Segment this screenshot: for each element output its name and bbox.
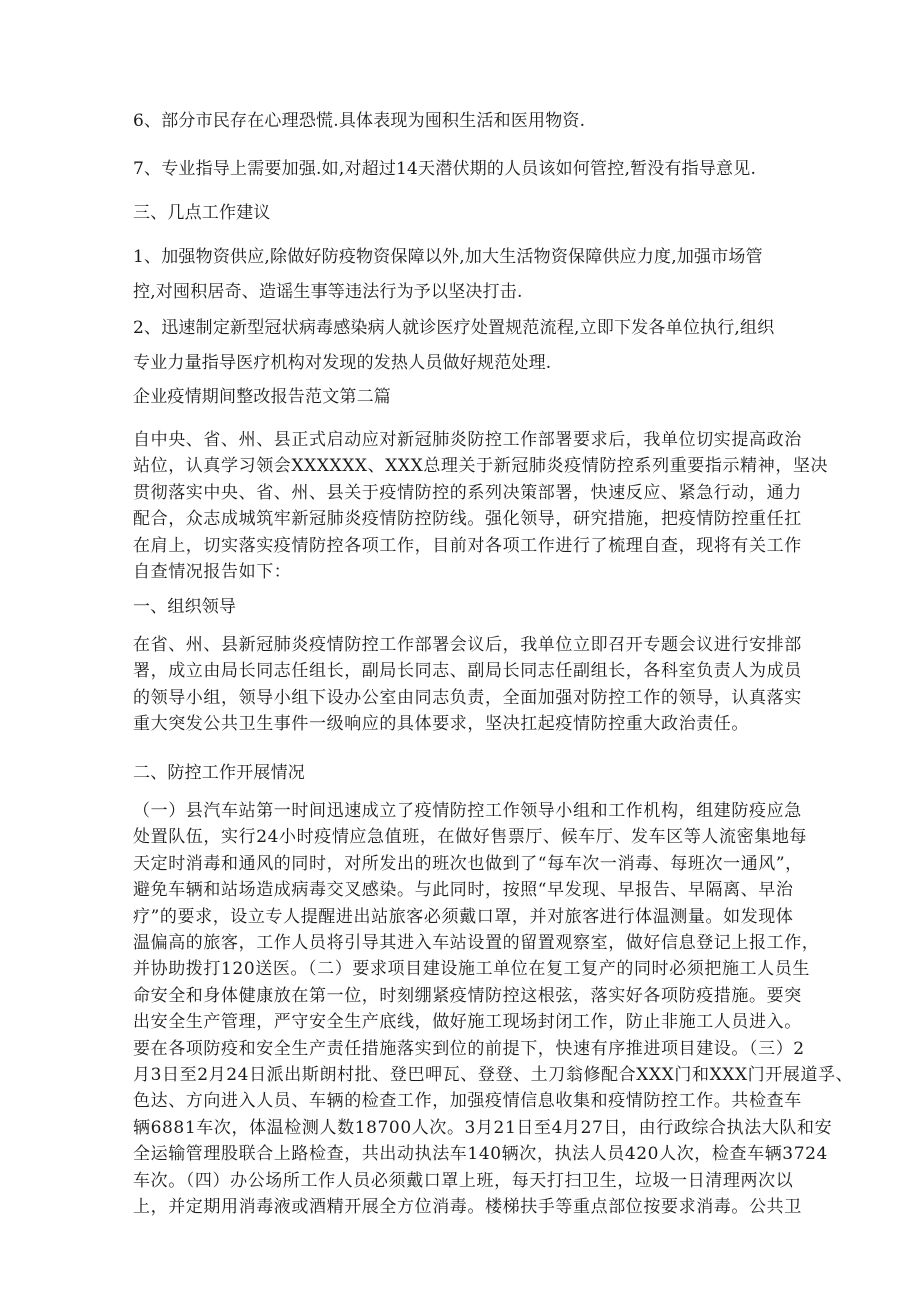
intro-paragraph: 自中央、省、州、县正式启动应对新冠肺炎防控工作部署要求后，我单位切实提高政治 站位，认真学习领会XXXXXX、XXX总理关于新冠肺炎疫情防控系列重要指示精神，坚决 贯彻落实中央、省、州、县关于疫情防控的系列决策部署，快速反应、紧急行动，通力 配合，众志成城筑牢新冠肺炎疫情防控防线。强化领导，研究措施，把疫情防控重任扛 在肩上，切实落实疫情防控各项工作，目前对各项工作进行了梳理自查，现将有关工作 自查情况报告如下：: [133, 430, 829, 583]
section-title: 企业疫情期间整改报告范文第二篇: [133, 387, 391, 407]
suggestion-2: 2、迅速制定新型冠状病毒感染病人就诊医疗处置规范流程,立即下发各单位执行,组织 专业力量指导医疗机构对发现的发热人员做好规范处理.: [133, 318, 775, 373]
organization-paragraph: 在省、州、县新冠肺炎疫情防控工作部署会议后，我单位立即召开专题会议进行安排部 署，成立由局长同志任组长，副局长同志、副局长同志任副组长，各科室负责人为成员 的领导小组，领导小组下设办公室由同志负责，全面加强对防控工作的领导，认真落实 重大突发公共卫生事件一级响应的具体要求，坚决扛起疫情防控重大政治责任。: [133, 635, 802, 735]
heading-prevention: 二、防控工作开展情况: [133, 763, 305, 783]
prevention-paragraph: （一）县汽车站第一时间迅速成立了疫情防控工作领导小组和工作机构，组建防疫应急 处置队伍，实行24小时疫情应急值班，在做好售票厅、候车厅、发车区等人流密集地每 天定时消毒和通风的同时，对所发出的班次也做到了“每车次一消毒、每班次一通风”， 避免车辆和站场造成病毒交叉感染。与此同时，按照“早发现、早报告、早隔离、早治 疗”的要求，设立专人提醒进出站旅客必须戴口罩，并对旅客进行体温测量。如发现体 温偏高的旅客，工作人员将引导其进入车站设置的留置观察室，做好信息登记上报工作， 并协助拨打120送医。（二）要求项目建设施工单位在复工复产的同时必须把施工人员生 命安全和身体健康放在第一位，时刻绷紧疫情防控这根弦，落实好各项防疫措施。要突 出安全生产管理，严守安全生产底线，做好施工现场封闭工作，防止非施工人员进入。 要在各项防疫和安全生产责任措施落实到位的前提下，快速有序推进项目建设。（三）2 月3日至2月24日派出斯朗村批、登巴呷瓦、登登、土刀翁修配合XXX门和XXX门开展道孚、 色达、方向进入人员、车辆的检查工作，加强疫情信息收集和疫情防控工作。共检查车 辆6881车次，体温检测人数18700人次。3月21日至4月27日，由行政综合执法大队和安 全运输管理股联合上路检查，共出动执法车140辆次，执法人员420人次，检查车辆3724 车次。（四）办公场所工作人员必须戴口罩上班，每天打扫卫生，垃圾一日清理两次以 上，并定期用消毒液或酒精开展全方位消毒。楼梯扶手等重点部位按要求消毒。公共卫: [133, 801, 854, 1218]
suggestion-1: 1、加强物资供应,除做好防疫物资保障以外,加大生活物资保障供应力度,加强市场管 控,对囤积居奇、造谣生事等违法行为予以坚决打击.: [133, 247, 763, 302]
item-6: 6、部分市民存在心理恐慌.具体表现为囤积生活和医用物资.: [133, 111, 586, 131]
heading-organization: 一、组织领导: [133, 597, 237, 617]
item-7: 7、专业指导上需要加强.如,对超过14天潜伏期的人员该如何管控,暂没有指导意见.: [133, 159, 757, 179]
heading-suggestions: 三、几点工作建议: [133, 203, 271, 223]
